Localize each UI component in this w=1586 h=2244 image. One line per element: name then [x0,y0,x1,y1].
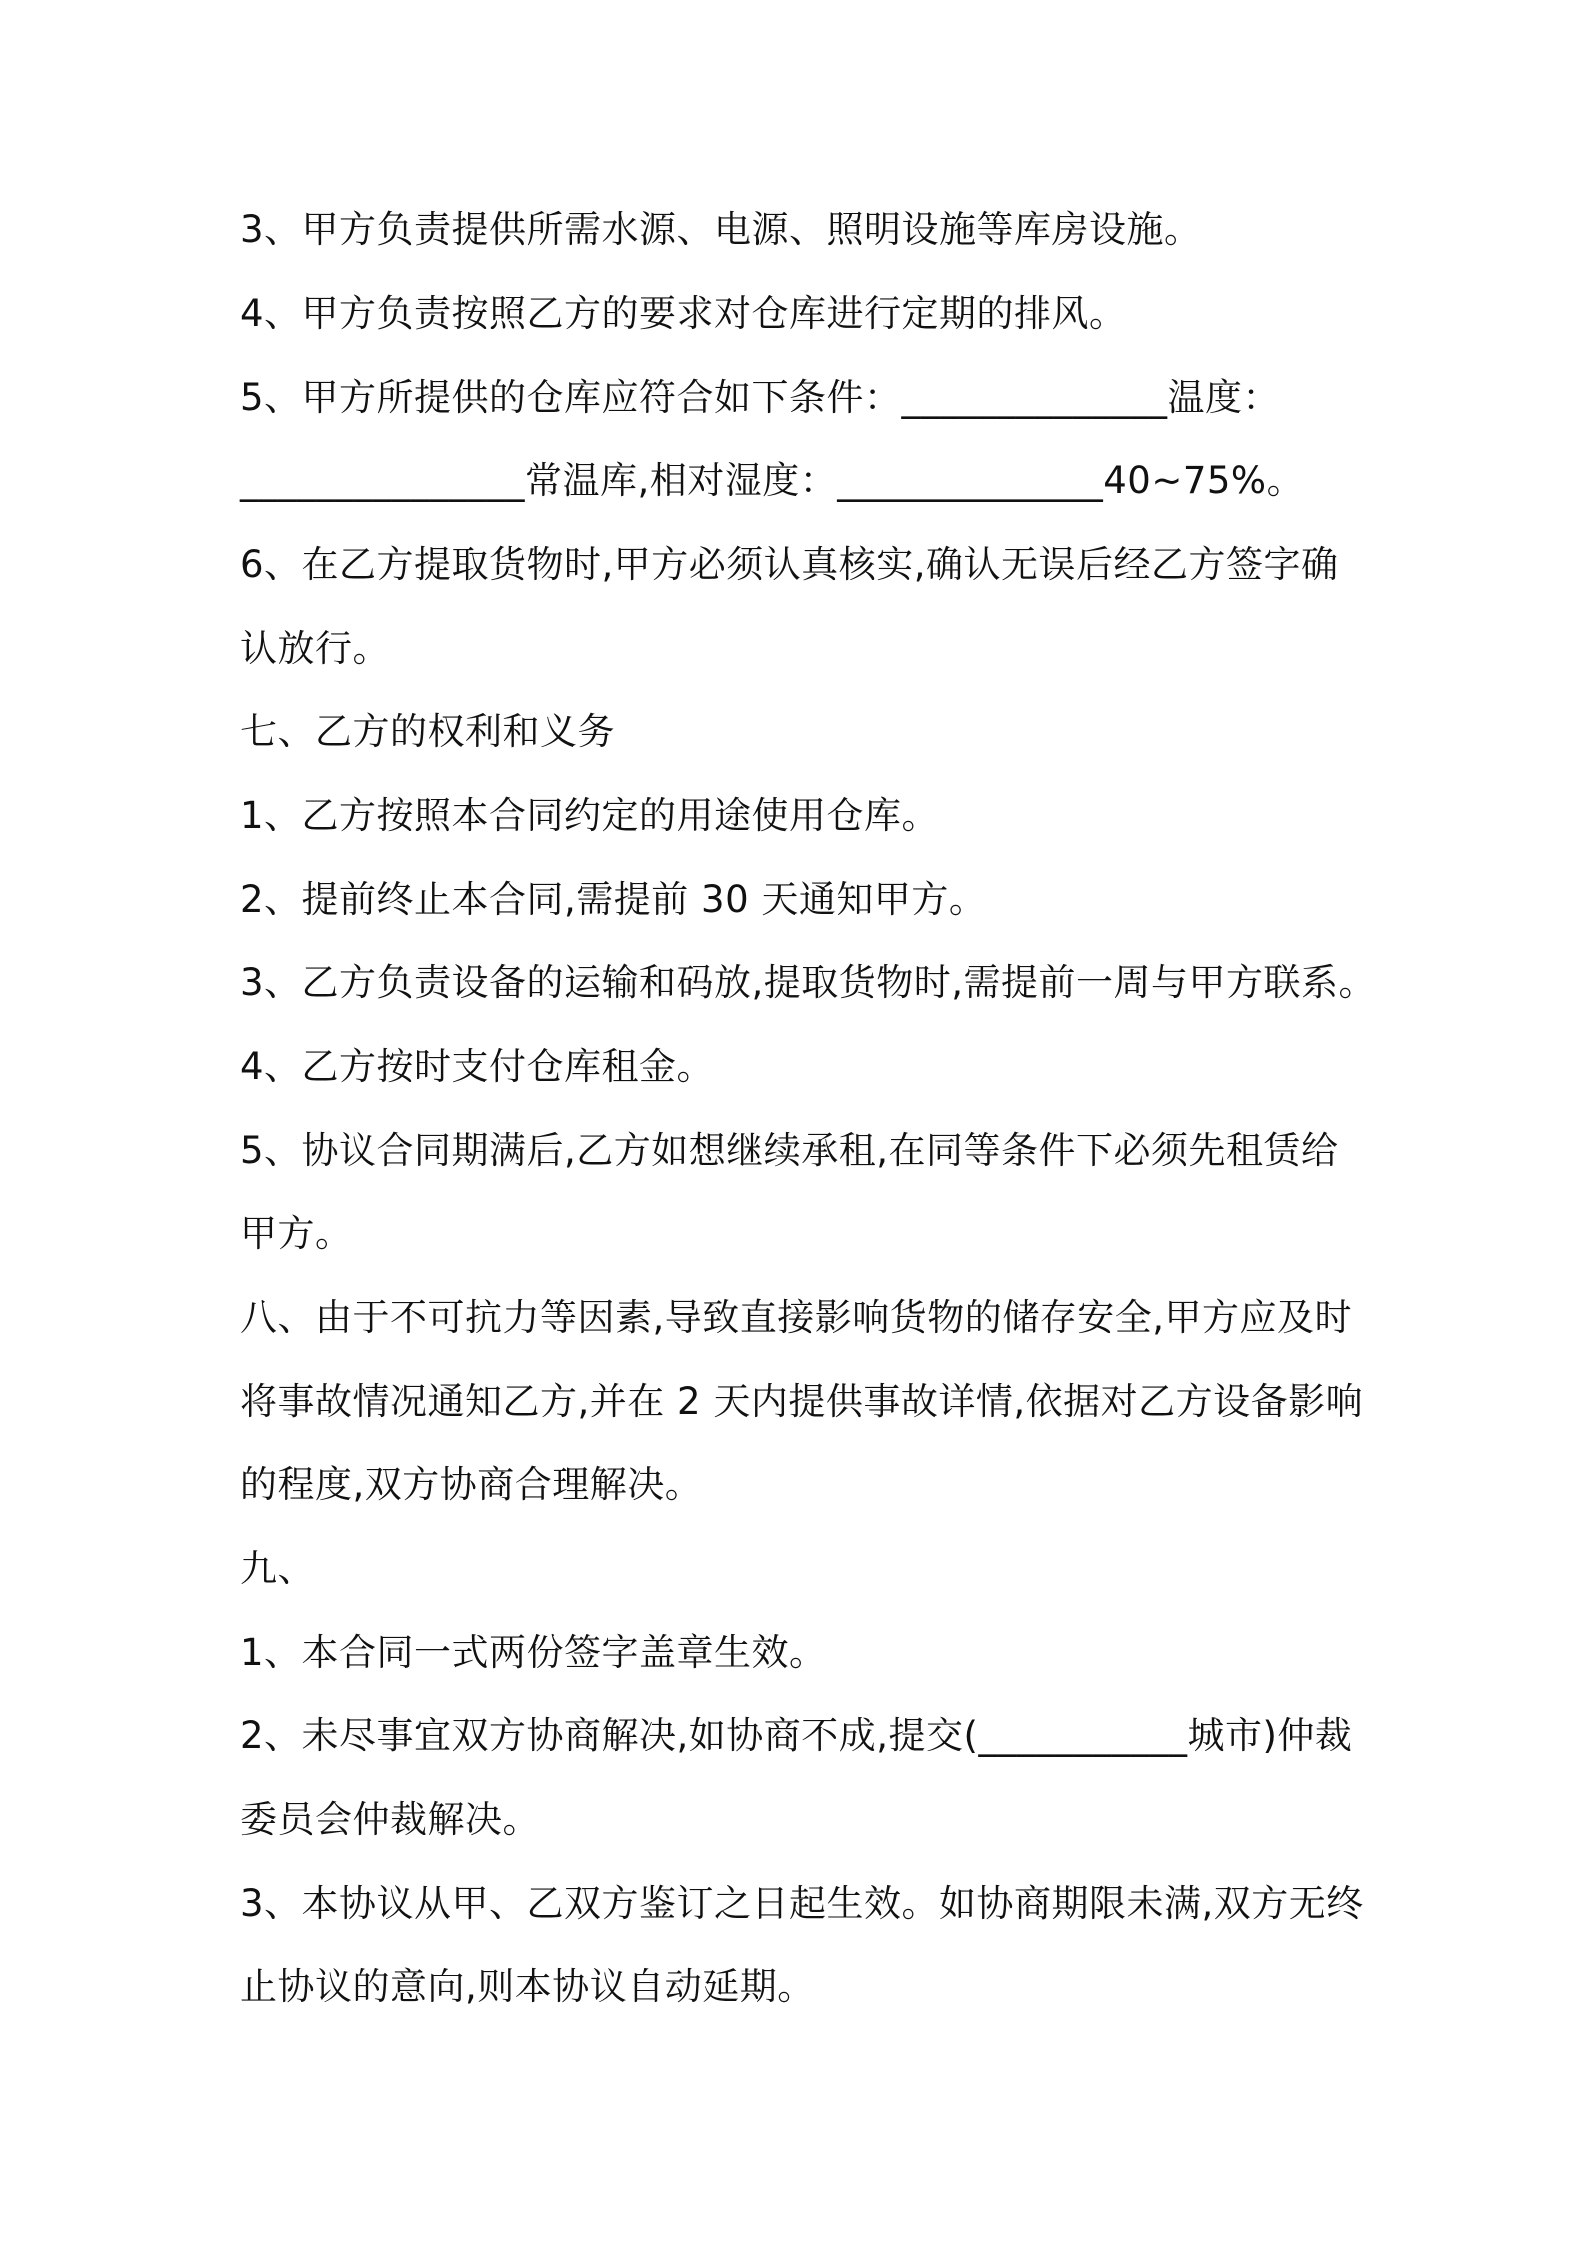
clause-b4-rent: 4、乙方按时支付仓库租金。 [240,1045,715,1088]
clause-a5-humidity: _______________常温库,相对湿度：______________40~75%。 [240,459,1305,502]
section-eight-cont-1: 将事故情况通知乙方,并在 2 天内提供事故详情,依据对乙方设备影响 [240,1380,1364,1423]
clause-c2-arbitration: 2、未尽事宜双方协商解决,如协商不成,提交(___________城市)仲裁 [240,1714,1353,1757]
section-eight-force-majeure: 八、由于不可抗力等因素,导致直接影响货物的储存安全,甲方应及时 [240,1296,1353,1339]
section-seven-heading: 七、乙方的权利和义务 [240,710,615,753]
clause-c3-effective: 3、本协议从甲、乙双方鉴订之日起生效。如协商期限未满,双方无终 [240,1882,1364,1925]
clause-a5-conditions: 5、甲方所提供的仓库应符合如下条件：______________温度： [240,376,1281,419]
clause-b5-renewal-cont: 甲方。 [240,1212,353,1255]
clause-c1-copies: 1、本合同一式两份签字盖章生效。 [240,1631,827,1674]
clause-b2-termination: 2、提前终止本合同,需提前 30 天通知甲方。 [240,878,987,921]
clause-a4-ventilation: 4、甲方负责按照乙方的要求对仓库进行定期的排风。 [240,292,1127,335]
clause-a6-pickup-cont: 认放行。 [240,627,390,670]
clause-b5-renewal: 5、协议合同期满后,乙方如想继续承租,在同等条件下必须先租赁给 [240,1129,1339,1172]
clause-b1-usage: 1、乙方按照本合同约定的用途使用仓库。 [240,794,940,837]
section-nine-heading: 九、 [240,1547,315,1590]
clause-a3-water-power: 3、甲方负责提供所需水源、电源、照明设施等库房设施。 [240,208,1202,251]
clause-a6-pickup: 6、在乙方提取货物时,甲方必须认真核实,确认无误后经乙方签字确 [240,543,1339,586]
clause-c3-effective-cont: 止协议的意向,则本协议自动延期。 [240,1965,815,2008]
section-eight-cont-2: 的程度,双方协商合理解决。 [240,1463,703,1506]
clause-c2-arbitration-cont: 委员会仲裁解决。 [240,1798,540,1841]
clause-b3-transport: 3、乙方负责设备的运输和码放,提取货物时,需提前一周与甲方联系。 [240,961,1377,1004]
